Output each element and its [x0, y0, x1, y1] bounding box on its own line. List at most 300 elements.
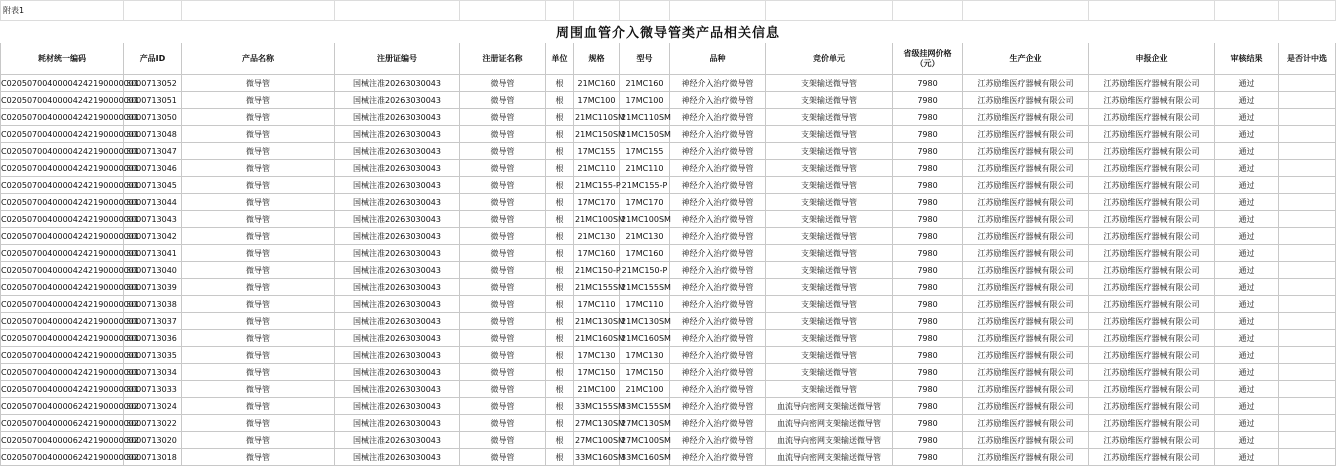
variety-cell[interactable]: 神经介入治疗微导管: [670, 313, 766, 330]
header-cell[interactable]: 规格: [574, 43, 620, 75]
registration-no-cell[interactable]: 国械注准20263030043: [335, 228, 460, 245]
price-cell[interactable]: 7980: [893, 126, 963, 143]
model-cell[interactable]: 17MC130: [620, 347, 670, 364]
header-cell[interactable]: 注册证名称: [460, 43, 546, 75]
applicant-cell[interactable]: 江苏励维医疗器械有限公司: [1089, 228, 1215, 245]
registration-no-cell[interactable]: 国械注准20263030043: [335, 398, 460, 415]
price-cell[interactable]: 7980: [893, 245, 963, 262]
product-name-cell[interactable]: 微导管: [182, 75, 335, 92]
variety-cell[interactable]: 神经介入治疗微导管: [670, 279, 766, 296]
applicant-cell[interactable]: 江苏励维医疗器械有限公司: [1089, 262, 1215, 279]
header-cell[interactable]: 竞价单元: [766, 43, 893, 75]
product-id-cell[interactable]: 3000713038: [124, 296, 182, 313]
spec-cell[interactable]: 27MC130SM: [574, 415, 620, 432]
code-cell[interactable]: C02050700400004242190000001: [1, 109, 124, 126]
review-result-cell[interactable]: 通过: [1215, 245, 1279, 262]
selected-cell[interactable]: [1279, 347, 1336, 364]
registration-name-cell[interactable]: 微导管: [460, 109, 546, 126]
registration-no-cell[interactable]: 国械注准20263030043: [335, 330, 460, 347]
unit-cell[interactable]: 根: [546, 415, 574, 432]
empty-cell[interactable]: [1089, 1, 1215, 21]
spec-cell[interactable]: 17MC160: [574, 245, 620, 262]
model-cell[interactable]: 21MC100: [620, 381, 670, 398]
product-name-cell[interactable]: 微导管: [182, 279, 335, 296]
code-cell[interactable]: C02050700400004242190000001: [1, 194, 124, 211]
variety-cell[interactable]: 神经介入治疗微导管: [670, 126, 766, 143]
spec-cell[interactable]: 21MC110SM: [574, 109, 620, 126]
variety-cell[interactable]: 神经介入治疗微导管: [670, 177, 766, 194]
empty-cell[interactable]: [766, 1, 893, 21]
empty-cell[interactable]: [460, 1, 546, 21]
unit-cell[interactable]: 根: [546, 364, 574, 381]
manufacturer-cell[interactable]: 江苏励维医疗器械有限公司: [963, 449, 1089, 466]
model-cell[interactable]: 21MC155SM: [620, 279, 670, 296]
variety-cell[interactable]: 神经介入治疗微导管: [670, 245, 766, 262]
applicant-cell[interactable]: 江苏励维医疗器械有限公司: [1089, 415, 1215, 432]
model-cell[interactable]: 17MC100: [620, 92, 670, 109]
spec-cell[interactable]: 17MC100: [574, 92, 620, 109]
selected-cell[interactable]: [1279, 262, 1336, 279]
selected-cell[interactable]: [1279, 160, 1336, 177]
selected-cell[interactable]: [1279, 432, 1336, 449]
product-name-cell[interactable]: 微导管: [182, 126, 335, 143]
product-name-cell[interactable]: 微导管: [182, 347, 335, 364]
spec-cell[interactable]: 17MC130: [574, 347, 620, 364]
review-result-cell[interactable]: 通过: [1215, 177, 1279, 194]
model-cell[interactable]: 17MC170: [620, 194, 670, 211]
product-name-cell[interactable]: 微导管: [182, 262, 335, 279]
manufacturer-cell[interactable]: 江苏励维医疗器械有限公司: [963, 194, 1089, 211]
product-id-cell[interactable]: 3000713040: [124, 262, 182, 279]
applicant-cell[interactable]: 江苏励维医疗器械有限公司: [1089, 177, 1215, 194]
product-name-cell[interactable]: 微导管: [182, 364, 335, 381]
selected-cell[interactable]: [1279, 364, 1336, 381]
empty-cell[interactable]: [1279, 1, 1336, 21]
registration-name-cell[interactable]: 微导管: [460, 347, 546, 364]
price-cell[interactable]: 7980: [893, 228, 963, 245]
selected-cell[interactable]: [1279, 330, 1336, 347]
empty-cell[interactable]: [670, 1, 766, 21]
review-result-cell[interactable]: 通过: [1215, 330, 1279, 347]
header-cell[interactable]: 型号: [620, 43, 670, 75]
unit-cell[interactable]: 根: [546, 279, 574, 296]
code-cell[interactable]: C02050700400006242190000002: [1, 432, 124, 449]
variety-cell[interactable]: 神经介入治疗微导管: [670, 160, 766, 177]
spec-cell[interactable]: 33MC155SM: [574, 398, 620, 415]
model-cell[interactable]: 21MC150SM: [620, 126, 670, 143]
product-name-cell[interactable]: 微导管: [182, 330, 335, 347]
selected-cell[interactable]: [1279, 228, 1336, 245]
code-cell[interactable]: C02050700400004242190000001: [1, 126, 124, 143]
product-name-cell[interactable]: 微导管: [182, 398, 335, 415]
registration-no-cell[interactable]: 国械注准20263030043: [335, 109, 460, 126]
applicant-cell[interactable]: 江苏励维医疗器械有限公司: [1089, 449, 1215, 466]
registration-no-cell[interactable]: 国械注准20263030043: [335, 279, 460, 296]
manufacturer-cell[interactable]: 江苏励维医疗器械有限公司: [963, 432, 1089, 449]
bidding-unit-cell[interactable]: 支架输送微导管: [766, 126, 893, 143]
manufacturer-cell[interactable]: 江苏励维医疗器械有限公司: [963, 313, 1089, 330]
selected-cell[interactable]: [1279, 194, 1336, 211]
product-name-cell[interactable]: 微导管: [182, 92, 335, 109]
variety-cell[interactable]: 神经介入治疗微导管: [670, 75, 766, 92]
applicant-cell[interactable]: 江苏励维医疗器械有限公司: [1089, 92, 1215, 109]
selected-cell[interactable]: [1279, 296, 1336, 313]
code-cell[interactable]: C02050700400004242190000001: [1, 245, 124, 262]
product-id-cell[interactable]: 3000713045: [124, 177, 182, 194]
registration-name-cell[interactable]: 微导管: [460, 296, 546, 313]
model-cell[interactable]: 17MC150: [620, 364, 670, 381]
spec-cell[interactable]: 21MC110: [574, 160, 620, 177]
manufacturer-cell[interactable]: 江苏励维医疗器械有限公司: [963, 177, 1089, 194]
model-cell[interactable]: 27MC130SM: [620, 415, 670, 432]
registration-no-cell[interactable]: 国械注准20263030043: [335, 177, 460, 194]
unit-cell[interactable]: 根: [546, 313, 574, 330]
variety-cell[interactable]: 神经介入治疗微导管: [670, 415, 766, 432]
code-cell[interactable]: C02050700400004242190000001: [1, 75, 124, 92]
registration-name-cell[interactable]: 微导管: [460, 330, 546, 347]
applicant-cell[interactable]: 江苏励维医疗器械有限公司: [1089, 126, 1215, 143]
price-cell[interactable]: 7980: [893, 75, 963, 92]
spec-cell[interactable]: 21MC150SM: [574, 126, 620, 143]
review-result-cell[interactable]: 通过: [1215, 75, 1279, 92]
selected-cell[interactable]: [1279, 126, 1336, 143]
unit-cell[interactable]: 根: [546, 228, 574, 245]
product-id-cell[interactable]: 3000713046: [124, 160, 182, 177]
empty-cell[interactable]: [546, 1, 574, 21]
review-result-cell[interactable]: 通过: [1215, 347, 1279, 364]
registration-no-cell[interactable]: 国械注准20263030043: [335, 160, 460, 177]
price-cell[interactable]: 7980: [893, 143, 963, 160]
code-cell[interactable]: C02050700400004242190000001: [1, 143, 124, 160]
selected-cell[interactable]: [1279, 143, 1336, 160]
variety-cell[interactable]: 神经介入治疗微导管: [670, 109, 766, 126]
code-cell[interactable]: C02050700400006242190000002: [1, 398, 124, 415]
unit-cell[interactable]: 根: [546, 194, 574, 211]
registration-no-cell[interactable]: 国械注准20263030043: [335, 211, 460, 228]
selected-cell[interactable]: [1279, 279, 1336, 296]
model-cell[interactable]: 21MC160: [620, 75, 670, 92]
registration-no-cell[interactable]: 国械注准20263030043: [335, 296, 460, 313]
registration-name-cell[interactable]: 微导管: [460, 364, 546, 381]
review-result-cell[interactable]: 通过: [1215, 126, 1279, 143]
manufacturer-cell[interactable]: 江苏励维医疗器械有限公司: [963, 126, 1089, 143]
registration-no-cell[interactable]: 国械注准20263030043: [335, 449, 460, 466]
registration-no-cell[interactable]: 国械注准20263030043: [335, 313, 460, 330]
manufacturer-cell[interactable]: 江苏励维医疗器械有限公司: [963, 211, 1089, 228]
applicant-cell[interactable]: 江苏励维医疗器械有限公司: [1089, 347, 1215, 364]
variety-cell[interactable]: 神经介入治疗微导管: [670, 228, 766, 245]
variety-cell[interactable]: 神经介入治疗微导管: [670, 364, 766, 381]
code-cell[interactable]: C02050700400004242190000001: [1, 296, 124, 313]
bidding-unit-cell[interactable]: 血流导向密网支架输送微导管: [766, 415, 893, 432]
model-cell[interactable]: 21MC160SM: [620, 330, 670, 347]
registration-name-cell[interactable]: 微导管: [460, 313, 546, 330]
product-name-cell[interactable]: 微导管: [182, 415, 335, 432]
unit-cell[interactable]: 根: [546, 262, 574, 279]
price-cell[interactable]: 7980: [893, 109, 963, 126]
review-result-cell[interactable]: 通过: [1215, 279, 1279, 296]
spec-cell[interactable]: 17MC155: [574, 143, 620, 160]
bidding-unit-cell[interactable]: 血流导向密网支架输送微导管: [766, 432, 893, 449]
model-cell[interactable]: 33MC155SM: [620, 398, 670, 415]
variety-cell[interactable]: 神经介入治疗微导管: [670, 92, 766, 109]
review-result-cell[interactable]: 通过: [1215, 143, 1279, 160]
product-id-cell[interactable]: 3000713042: [124, 228, 182, 245]
model-cell[interactable]: 21MC150-P: [620, 262, 670, 279]
product-name-cell[interactable]: 微导管: [182, 432, 335, 449]
variety-cell[interactable]: 神经介入治疗微导管: [670, 398, 766, 415]
selected-cell[interactable]: [1279, 415, 1336, 432]
registration-name-cell[interactable]: 微导管: [460, 75, 546, 92]
registration-no-cell[interactable]: 国械注准20263030043: [335, 245, 460, 262]
bidding-unit-cell[interactable]: 支架输送微导管: [766, 143, 893, 160]
applicant-cell[interactable]: 江苏励维医疗器械有限公司: [1089, 194, 1215, 211]
code-cell[interactable]: C02050700400006242190000002: [1, 449, 124, 466]
price-cell[interactable]: 7980: [893, 313, 963, 330]
header-cell[interactable]: 生产企业: [963, 43, 1089, 75]
manufacturer-cell[interactable]: 江苏励维医疗器械有限公司: [963, 364, 1089, 381]
manufacturer-cell[interactable]: 江苏励维医疗器械有限公司: [963, 262, 1089, 279]
product-name-cell[interactable]: 微导管: [182, 449, 335, 466]
product-id-cell[interactable]: 3000713044: [124, 194, 182, 211]
product-name-cell[interactable]: 微导管: [182, 211, 335, 228]
unit-cell[interactable]: 根: [546, 143, 574, 160]
registration-no-cell[interactable]: 国械注准20263030043: [335, 75, 460, 92]
unit-cell[interactable]: 根: [546, 347, 574, 364]
unit-cell[interactable]: 根: [546, 109, 574, 126]
review-result-cell[interactable]: 通过: [1215, 398, 1279, 415]
price-cell[interactable]: 7980: [893, 330, 963, 347]
registration-name-cell[interactable]: 微导管: [460, 177, 546, 194]
header-cell[interactable]: 申报企业: [1089, 43, 1215, 75]
registration-no-cell[interactable]: 国械注准20263030043: [335, 262, 460, 279]
product-id-cell[interactable]: 3000713035: [124, 347, 182, 364]
model-cell[interactable]: 21MC130: [620, 228, 670, 245]
bidding-unit-cell[interactable]: 支架输送微导管: [766, 245, 893, 262]
selected-cell[interactable]: [1279, 313, 1336, 330]
review-result-cell[interactable]: 通过: [1215, 92, 1279, 109]
unit-cell[interactable]: 根: [546, 381, 574, 398]
manufacturer-cell[interactable]: 江苏励维医疗器械有限公司: [963, 296, 1089, 313]
review-result-cell[interactable]: 通过: [1215, 364, 1279, 381]
applicant-cell[interactable]: 江苏励维医疗器械有限公司: [1089, 245, 1215, 262]
selected-cell[interactable]: [1279, 211, 1336, 228]
manufacturer-cell[interactable]: 江苏励维医疗器械有限公司: [963, 75, 1089, 92]
product-id-cell[interactable]: 3000713039: [124, 279, 182, 296]
price-cell[interactable]: 7980: [893, 279, 963, 296]
unit-cell[interactable]: 根: [546, 160, 574, 177]
empty-cell[interactable]: [963, 1, 1089, 21]
unit-cell[interactable]: 根: [546, 92, 574, 109]
selected-cell[interactable]: [1279, 75, 1336, 92]
code-cell[interactable]: C02050700400006242190000002: [1, 415, 124, 432]
unit-cell[interactable]: 根: [546, 75, 574, 92]
spec-cell[interactable]: 27MC100SM: [574, 432, 620, 449]
product-id-cell[interactable]: 3000713050: [124, 109, 182, 126]
applicant-cell[interactable]: 江苏励维医疗器械有限公司: [1089, 143, 1215, 160]
price-cell[interactable]: 7980: [893, 415, 963, 432]
spec-cell[interactable]: 21MC160SM: [574, 330, 620, 347]
header-cell[interactable]: 单位: [546, 43, 574, 75]
registration-name-cell[interactable]: 微导管: [460, 143, 546, 160]
applicant-cell[interactable]: 江苏励维医疗器械有限公司: [1089, 313, 1215, 330]
code-cell[interactable]: C02050700400004242190000001: [1, 330, 124, 347]
model-cell[interactable]: 21MC100SM: [620, 211, 670, 228]
registration-name-cell[interactable]: 微导管: [460, 381, 546, 398]
model-cell[interactable]: 17MC160: [620, 245, 670, 262]
unit-cell[interactable]: 根: [546, 449, 574, 466]
header-cell[interactable]: 产品ID: [124, 43, 182, 75]
product-id-cell[interactable]: 3000713051: [124, 92, 182, 109]
spec-cell[interactable]: 21MC150-P: [574, 262, 620, 279]
variety-cell[interactable]: 神经介入治疗微导管: [670, 194, 766, 211]
bidding-unit-cell[interactable]: 支架输送微导管: [766, 92, 893, 109]
bidding-unit-cell[interactable]: 血流导向密网支架输送微导管: [766, 449, 893, 466]
review-result-cell[interactable]: 通过: [1215, 109, 1279, 126]
code-cell[interactable]: C02050700400004242190000001: [1, 313, 124, 330]
applicant-cell[interactable]: 江苏励维医疗器械有限公司: [1089, 364, 1215, 381]
manufacturer-cell[interactable]: 江苏励维医疗器械有限公司: [963, 109, 1089, 126]
unit-cell[interactable]: 根: [546, 398, 574, 415]
registration-no-cell[interactable]: 国械注准20263030043: [335, 364, 460, 381]
price-cell[interactable]: 7980: [893, 211, 963, 228]
header-cell[interactable]: 注册证编号: [335, 43, 460, 75]
manufacturer-cell[interactable]: 江苏励维医疗器械有限公司: [963, 92, 1089, 109]
manufacturer-cell[interactable]: 江苏励维医疗器械有限公司: [963, 245, 1089, 262]
bidding-unit-cell[interactable]: 支架输送微导管: [766, 364, 893, 381]
selected-cell[interactable]: [1279, 177, 1336, 194]
product-name-cell[interactable]: 微导管: [182, 177, 335, 194]
review-result-cell[interactable]: 通过: [1215, 296, 1279, 313]
registration-no-cell[interactable]: 国械注准20263030043: [335, 126, 460, 143]
code-cell[interactable]: C02050700400004242190000001: [1, 262, 124, 279]
price-cell[interactable]: 7980: [893, 160, 963, 177]
code-cell[interactable]: C02050700400004242190000001: [1, 228, 124, 245]
registration-no-cell[interactable]: 国械注准20263030043: [335, 432, 460, 449]
manufacturer-cell[interactable]: 江苏励维医疗器械有限公司: [963, 279, 1089, 296]
code-cell[interactable]: C02050700400004242190000001: [1, 364, 124, 381]
review-result-cell[interactable]: 通过: [1215, 415, 1279, 432]
registration-no-cell[interactable]: 国械注准20263030043: [335, 347, 460, 364]
applicant-cell[interactable]: 江苏励维医疗器械有限公司: [1089, 279, 1215, 296]
variety-cell[interactable]: 神经介入治疗微导管: [670, 330, 766, 347]
unit-cell[interactable]: 根: [546, 177, 574, 194]
manufacturer-cell[interactable]: 江苏励维医疗器械有限公司: [963, 330, 1089, 347]
product-id-cell[interactable]: 3000713048: [124, 126, 182, 143]
registration-name-cell[interactable]: 微导管: [460, 432, 546, 449]
product-name-cell[interactable]: 微导管: [182, 381, 335, 398]
selected-cell[interactable]: [1279, 92, 1336, 109]
spec-cell[interactable]: 17MC110: [574, 296, 620, 313]
product-id-cell[interactable]: 3000713020: [124, 432, 182, 449]
registration-name-cell[interactable]: 微导管: [460, 415, 546, 432]
variety-cell[interactable]: 神经介入治疗微导管: [670, 347, 766, 364]
product-id-cell[interactable]: 3000713034: [124, 364, 182, 381]
registration-no-cell[interactable]: 国械注准20263030043: [335, 381, 460, 398]
price-cell[interactable]: 7980: [893, 381, 963, 398]
registration-name-cell[interactable]: 微导管: [460, 160, 546, 177]
review-result-cell[interactable]: 通过: [1215, 449, 1279, 466]
spec-cell[interactable]: 21MC100: [574, 381, 620, 398]
model-cell[interactable]: 21MC110: [620, 160, 670, 177]
unit-cell[interactable]: 根: [546, 126, 574, 143]
header-cell[interactable]: 是否计中选: [1279, 43, 1336, 75]
bidding-unit-cell[interactable]: 支架输送微导管: [766, 313, 893, 330]
bidding-unit-cell[interactable]: 支架输送微导管: [766, 194, 893, 211]
product-id-cell[interactable]: 3000713047: [124, 143, 182, 160]
registration-no-cell[interactable]: 国械注准20263030043: [335, 92, 460, 109]
variety-cell[interactable]: 神经介入治疗微导管: [670, 262, 766, 279]
spec-cell[interactable]: 21MC130: [574, 228, 620, 245]
review-result-cell[interactable]: 通过: [1215, 313, 1279, 330]
product-name-cell[interactable]: 微导管: [182, 296, 335, 313]
code-cell[interactable]: C02050700400004242190000001: [1, 279, 124, 296]
registration-no-cell[interactable]: 国械注准20263030043: [335, 415, 460, 432]
review-result-cell[interactable]: 通过: [1215, 211, 1279, 228]
registration-name-cell[interactable]: 微导管: [460, 194, 546, 211]
model-cell[interactable]: 21MC155-P: [620, 177, 670, 194]
model-cell[interactable]: 27MC100SM: [620, 432, 670, 449]
price-cell[interactable]: 7980: [893, 449, 963, 466]
selected-cell[interactable]: [1279, 381, 1336, 398]
variety-cell[interactable]: 神经介入治疗微导管: [670, 143, 766, 160]
model-cell[interactable]: 21MC130SM: [620, 313, 670, 330]
selected-cell[interactable]: [1279, 109, 1336, 126]
unit-cell[interactable]: 根: [546, 432, 574, 449]
registration-name-cell[interactable]: 微导管: [460, 449, 546, 466]
manufacturer-cell[interactable]: 江苏励维医疗器械有限公司: [963, 347, 1089, 364]
product-id-cell[interactable]: 3000713018: [124, 449, 182, 466]
header-cell[interactable]: 省级挂网价格（元）: [893, 43, 963, 75]
registration-name-cell[interactable]: 微导管: [460, 211, 546, 228]
header-cell[interactable]: 品种: [670, 43, 766, 75]
registration-name-cell[interactable]: 微导管: [460, 245, 546, 262]
unit-cell[interactable]: 根: [546, 245, 574, 262]
applicant-cell[interactable]: 江苏励维医疗器械有限公司: [1089, 211, 1215, 228]
bidding-unit-cell[interactable]: 支架输送微导管: [766, 109, 893, 126]
registration-name-cell[interactable]: 微导管: [460, 262, 546, 279]
code-cell[interactable]: C02050700400004242190000001: [1, 347, 124, 364]
registration-no-cell[interactable]: 国械注准20263030043: [335, 194, 460, 211]
code-cell[interactable]: C02050700400004242190000001: [1, 211, 124, 228]
product-id-cell[interactable]: 3000713024: [124, 398, 182, 415]
manufacturer-cell[interactable]: 江苏励维医疗器械有限公司: [963, 228, 1089, 245]
variety-cell[interactable]: 神经介入治疗微导管: [670, 449, 766, 466]
manufacturer-cell[interactable]: 江苏励维医疗器械有限公司: [963, 415, 1089, 432]
applicant-cell[interactable]: 江苏励维医疗器械有限公司: [1089, 109, 1215, 126]
registration-no-cell[interactable]: 国械注准20263030043: [335, 143, 460, 160]
spec-cell[interactable]: 17MC170: [574, 194, 620, 211]
review-result-cell[interactable]: 通过: [1215, 194, 1279, 211]
code-cell[interactable]: C02050700400004242190000001: [1, 177, 124, 194]
price-cell[interactable]: 7980: [893, 177, 963, 194]
header-cell[interactable]: 耗材统一编码: [1, 43, 124, 75]
applicant-cell[interactable]: 江苏励维医疗器械有限公司: [1089, 381, 1215, 398]
bidding-unit-cell[interactable]: 血流导向密网支架输送微导管: [766, 398, 893, 415]
empty-cell[interactable]: [893, 1, 963, 21]
empty-cell[interactable]: [620, 1, 670, 21]
selected-cell[interactable]: [1279, 245, 1336, 262]
review-result-cell[interactable]: 通过: [1215, 160, 1279, 177]
product-name-cell[interactable]: 微导管: [182, 194, 335, 211]
selected-cell[interactable]: [1279, 398, 1336, 415]
model-cell[interactable]: 17MC110: [620, 296, 670, 313]
review-result-cell[interactable]: 通过: [1215, 381, 1279, 398]
applicant-cell[interactable]: 江苏励维医疗器械有限公司: [1089, 330, 1215, 347]
model-cell[interactable]: 21MC110SM: [620, 109, 670, 126]
price-cell[interactable]: 7980: [893, 194, 963, 211]
product-id-cell[interactable]: 3000713041: [124, 245, 182, 262]
